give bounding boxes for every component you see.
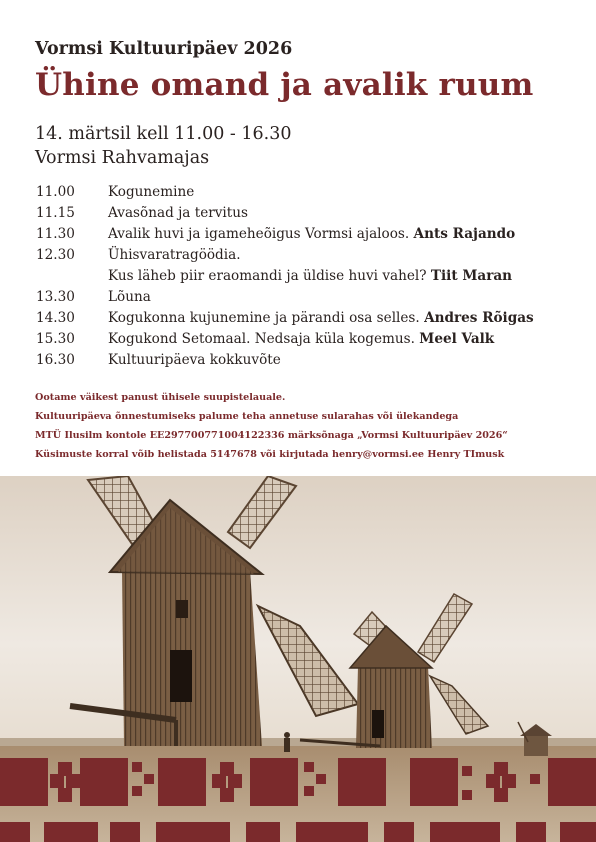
schedule-row <box>36 266 576 287</box>
ornament-block <box>0 758 48 806</box>
schedule-item <box>108 287 576 308</box>
ornament-block <box>80 758 128 806</box>
windmill-door <box>170 650 192 702</box>
ornament-block <box>158 758 206 806</box>
header <box>35 38 576 104</box>
schedule-text: Kus läheb piir eraomandi ja üldise huvi vahel? <box>108 268 427 284</box>
schedule-text: Avalik huvi ja igameheõigus Vormsi ajaloos. <box>108 226 410 242</box>
event-subtitle: Vormsi Kultuuripäev 2026 <box>35 39 293 59</box>
schedule-row <box>36 245 576 266</box>
schedule-item <box>108 308 576 329</box>
ornament-block <box>548 758 596 806</box>
schedule-text: Ühisvaratragöödia. <box>108 247 241 263</box>
windmill-body <box>356 666 432 748</box>
note-line: Ootame väikest panust ühisele suupistelauale. <box>35 392 286 403</box>
schedule-row <box>36 329 576 350</box>
page-title: Ühine omand ja avalik ruum <box>35 67 534 103</box>
schedule-row <box>36 203 576 224</box>
windmills-illustration <box>0 476 596 842</box>
schedule-text: Avasõnad ja tervitus <box>108 205 248 221</box>
schedule-text: Kogukond Setomaal. Nedsaja küla kogemus. <box>108 331 415 347</box>
schedule-speaker: Tiit Maran <box>430 268 513 284</box>
note-line: MTÜ Ilusilm kontole EE297700771004122336 märksõnaga „Vormsi Kultuuripäev 2026“ <box>35 430 508 441</box>
windmills-photo <box>0 476 596 842</box>
ornament-block <box>410 758 458 806</box>
windmill-door <box>372 710 384 738</box>
event-info <box>35 122 292 170</box>
schedule-row <box>36 224 576 245</box>
schedule-row <box>36 182 576 203</box>
schedule-time: 11.30 <box>36 226 75 242</box>
schedule-time: 16.30 <box>36 352 75 368</box>
note-line: Kultuuripäeva õnnestumiseks palume teha annetuse sularahas või ülekandega <box>35 411 459 422</box>
schedule-text: Kogunemine <box>108 184 195 200</box>
event-date-time: 14. märtsil kell 11.00 - 16.30 <box>35 124 292 144</box>
schedule-speaker: Ants Rajando <box>413 226 516 242</box>
schedule-row <box>36 350 576 371</box>
schedule-row <box>36 308 576 329</box>
schedule-speaker: Meel Valk <box>419 331 495 347</box>
schedule-text: Lõuna <box>108 289 151 305</box>
schedule-time: 15.30 <box>36 331 75 347</box>
schedule-item <box>108 266 576 287</box>
donation-notes <box>35 388 508 464</box>
schedule-text: Kogukonna kujunemine ja pärandi osa selles. <box>108 310 420 326</box>
schedule-item <box>108 203 576 224</box>
schedule-item <box>108 350 576 371</box>
schedule-item <box>108 182 576 203</box>
schedule-text: Kultuuripäeva kokkuvõte <box>108 352 281 368</box>
schedule-time: 12.30 <box>36 247 75 263</box>
schedule-time: 11.00 <box>36 184 75 200</box>
schedule-time: 11.15 <box>36 205 75 221</box>
schedule-item <box>108 329 576 350</box>
schedule-time <box>36 266 108 287</box>
ornament-block <box>338 758 386 806</box>
ornament-block <box>250 758 298 806</box>
schedule-item <box>108 224 576 245</box>
event-venue: Vormsi Rahvamajas <box>35 148 210 168</box>
sky <box>0 476 596 756</box>
schedule-row <box>36 287 576 308</box>
note-line: Küsimuste korral võib helistada 5147678 või kirjutada henry@vormsi.ee Henry TImusk <box>35 449 505 460</box>
schedule-item <box>108 245 576 266</box>
person-figure <box>284 738 290 752</box>
schedule-speaker: Andres Rõigas <box>424 310 534 326</box>
schedule-time: 13.30 <box>36 289 75 305</box>
schedule <box>36 182 576 371</box>
schedule-time: 14.30 <box>36 310 75 326</box>
